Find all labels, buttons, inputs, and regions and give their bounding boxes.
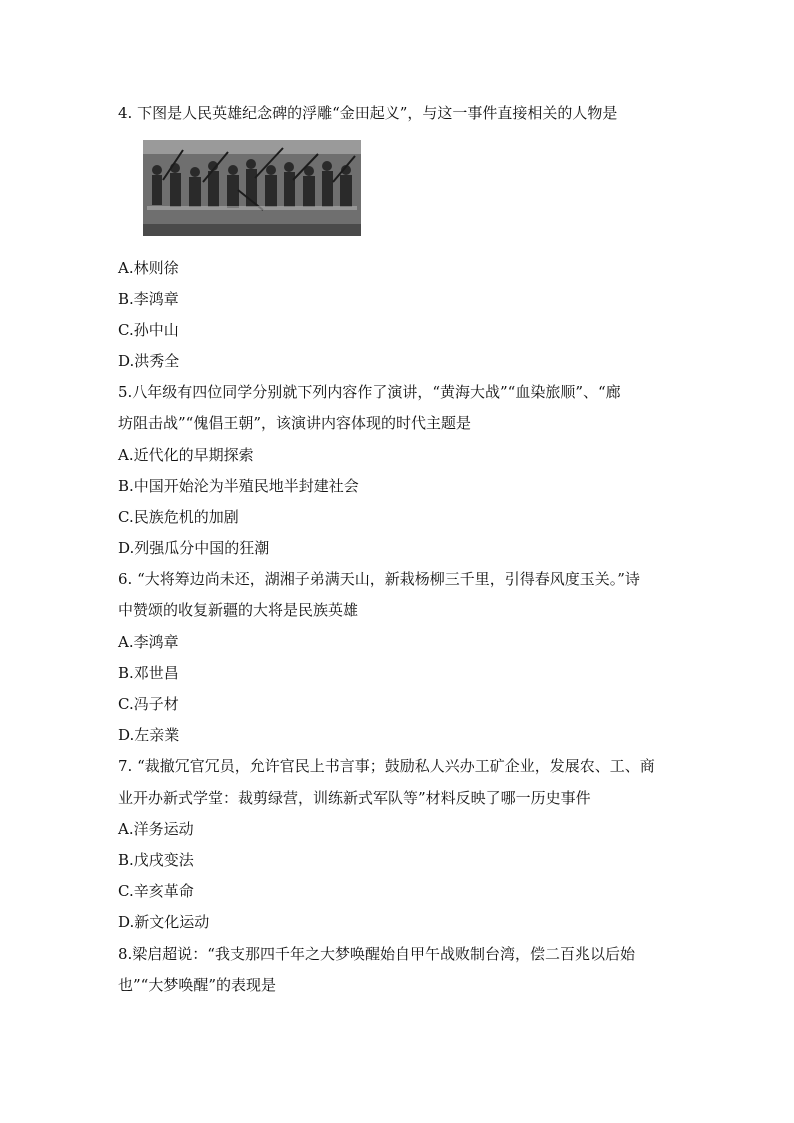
question-4-option-d: D.洪秀全 [118, 352, 180, 370]
question-5-stem-line-1: 5.八年级有四位同学分别就下列内容作了演讲，“黄海大战”“血染旅顺”、“廊 [118, 383, 621, 401]
question-4-option-c: C.孙中山 [118, 321, 179, 339]
question-4-option-a: A.林则徐 [118, 259, 179, 277]
question-7-option-c: C.辛亥革命 [118, 882, 194, 900]
question-6-stem-line-2: 中赞颂的收复新疆的大将是民族英雄 [118, 601, 359, 619]
question-6-option-c: C.冯子材 [118, 695, 179, 713]
question-5-stem-line-2: 坊阻击战”“傀倡王朝”，该演讲内容体现的时代主题是 [118, 414, 472, 432]
question-7-stem-line-2: 业开办新式学堂：裁剪绿营，训练新式军队等”材料反映了哪一历史事件 [118, 789, 591, 807]
question-6-option-a: A.李鸿章 [118, 633, 179, 651]
jintian-uprising-relief-image [143, 140, 361, 236]
question-8-stem-line-1: 8.梁启超说：“我支那四千年之大梦唤醒始自甲午战败制台湾，偿二百兆以后始 [118, 945, 635, 963]
question-5-option-c: C.民族危机的加剧 [118, 508, 239, 526]
question-6-stem-line-1: 6. “大将筹边尚未还，湖湘子弟满天山，新栽杨柳三千里，引得春风度玉关。”诗 [118, 570, 640, 588]
question-6-option-d: D.左亲業 [118, 726, 180, 744]
question-6-option-b: B.邓世昌 [118, 664, 179, 682]
question-7-stem-line-1: 7. “裁撤冗官冗员，允许官民上书言事；鼓励私人兴办工矿企业，发展农、工、商 [118, 757, 655, 775]
question-8-stem-line-2: 也”“大梦唤醒”的表现是 [118, 976, 277, 994]
question-4-option-b: B.李鸿章 [118, 290, 179, 308]
question-5-option-a: A.近代化的早期探索 [118, 446, 254, 464]
question-5-option-d: D.列强瓜分中国的狂潮 [118, 539, 270, 557]
question-7-option-d: D.新文化运动 [118, 913, 210, 931]
question-5-option-b: B.中国开始沦为半殖民地半封建社会 [118, 477, 359, 495]
question-7-option-a: A.洋务运动 [118, 820, 194, 838]
question-4-stem: 4. 下图是人民英雄纪念碑的浮雕“金田起义”，与这一事件直接相关的人物是 [118, 104, 618, 122]
question-7-option-b: B.戊戌变法 [118, 851, 194, 869]
